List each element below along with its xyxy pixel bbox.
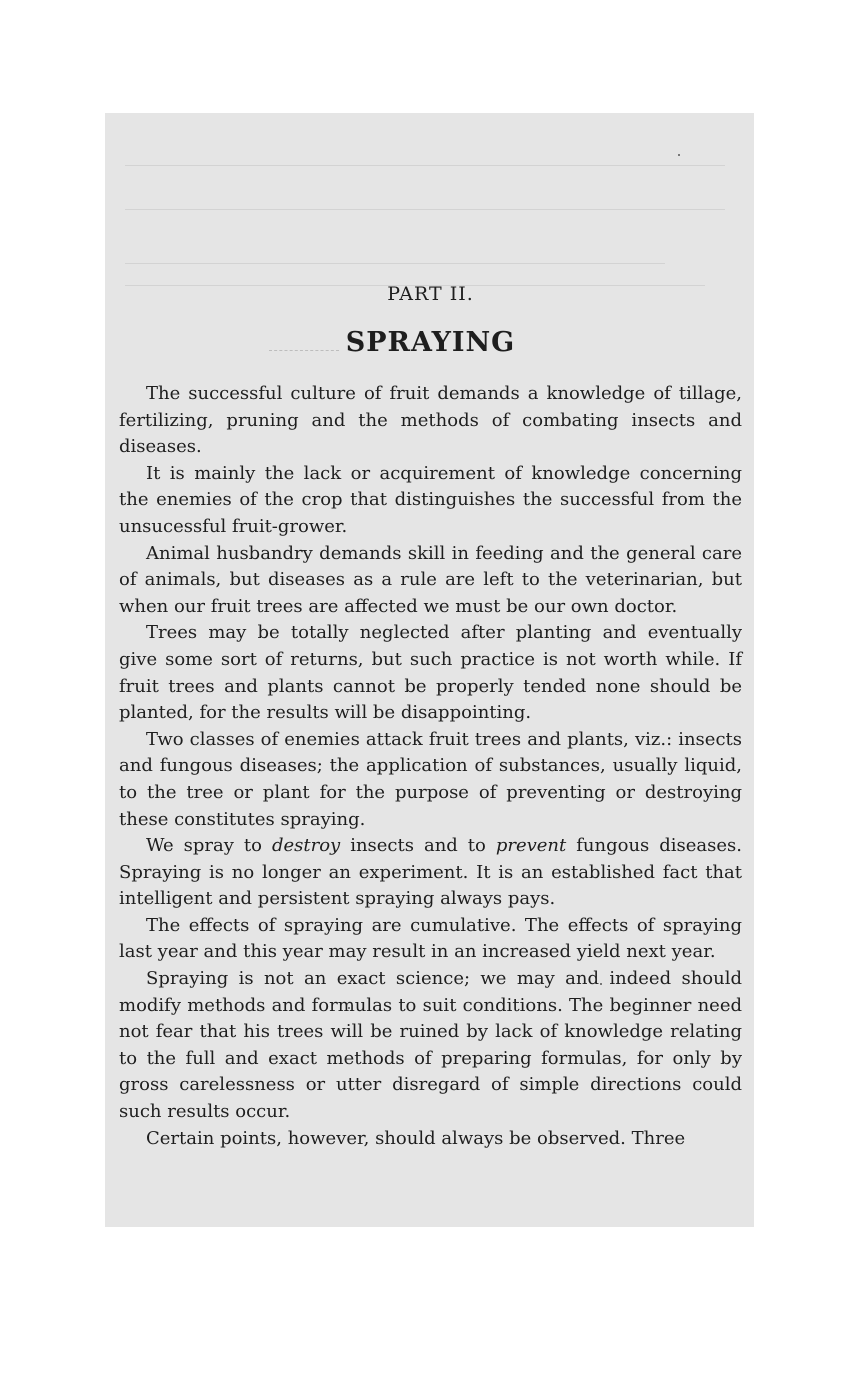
bleed-through-line: [125, 263, 665, 264]
emphasis-destroy: destroy: [271, 835, 341, 857]
bleed-through-line: [125, 165, 725, 166]
paragraph: [119, 833, 742, 913]
paragraph: It is mainly the lack or acquirement of knowledge concerning the enemies of the crop that distinguishes the successful from the unsucessful fruit-grower.: [119, 462, 742, 537]
body-text: [119, 381, 742, 1152]
paragraph: Spraying is not an exact science; we may and indeed should modify methods and formulas to suit conditions. The beginner need not fear that his trees will be ruined by lack of knowledge relating to the full and exact methods of preparing formulas, for only by gross carelessness or utter disregard of simple directions could such results occur.: [119, 968, 742, 1123]
paragraph: Trees may be totally neglected after planting and eventually give some sort of returns, but such practice is not worth while. If fruit trees and plants cannot be properly tended none should be planted, for the results will be disappointing.: [119, 622, 742, 724]
paragraph: The successful culture of fruit demands a knowledge of tillage, fertilizing, pruning and the methods of combating insects and diseases.: [119, 383, 742, 458]
paragraph: The effects of spraying are cumulative. The effects of spraying last year and this year may result in an increased yield next year.: [119, 914, 742, 963]
paragraph: Certain points, however, should always be observed. Three: [146, 1127, 686, 1149]
book-page: [105, 113, 754, 1227]
paragraph: Two classes of enemies attack fruit trees and plants, viz.: insects and fungous diseases; the application of substances, usually liquid, to the tree or plant for the purpose of preventing or destroying these constitutes spraying.: [119, 728, 742, 830]
part-label: PART II.: [387, 283, 474, 305]
chapter-title: SPRAYING: [345, 327, 516, 358]
print-speck: [678, 154, 680, 156]
paragraph-segment: insects and to: [340, 835, 496, 857]
paragraph-segment: We spray to: [146, 835, 272, 857]
paragraph-segment: fungous diseases. Spraying is no longer an experiment. It is an established fact that intelligent and persistent spraying always pays.: [119, 835, 742, 910]
emphasis-prevent: prevent: [495, 835, 567, 857]
paragraph: Animal husbandry demands skill in feeding and the general care of animals, but diseases as a rule are left to the veterinarian, but when our fruit trees are affected we must be our own doctor.: [119, 542, 742, 617]
bleed-through-line: [125, 209, 725, 210]
